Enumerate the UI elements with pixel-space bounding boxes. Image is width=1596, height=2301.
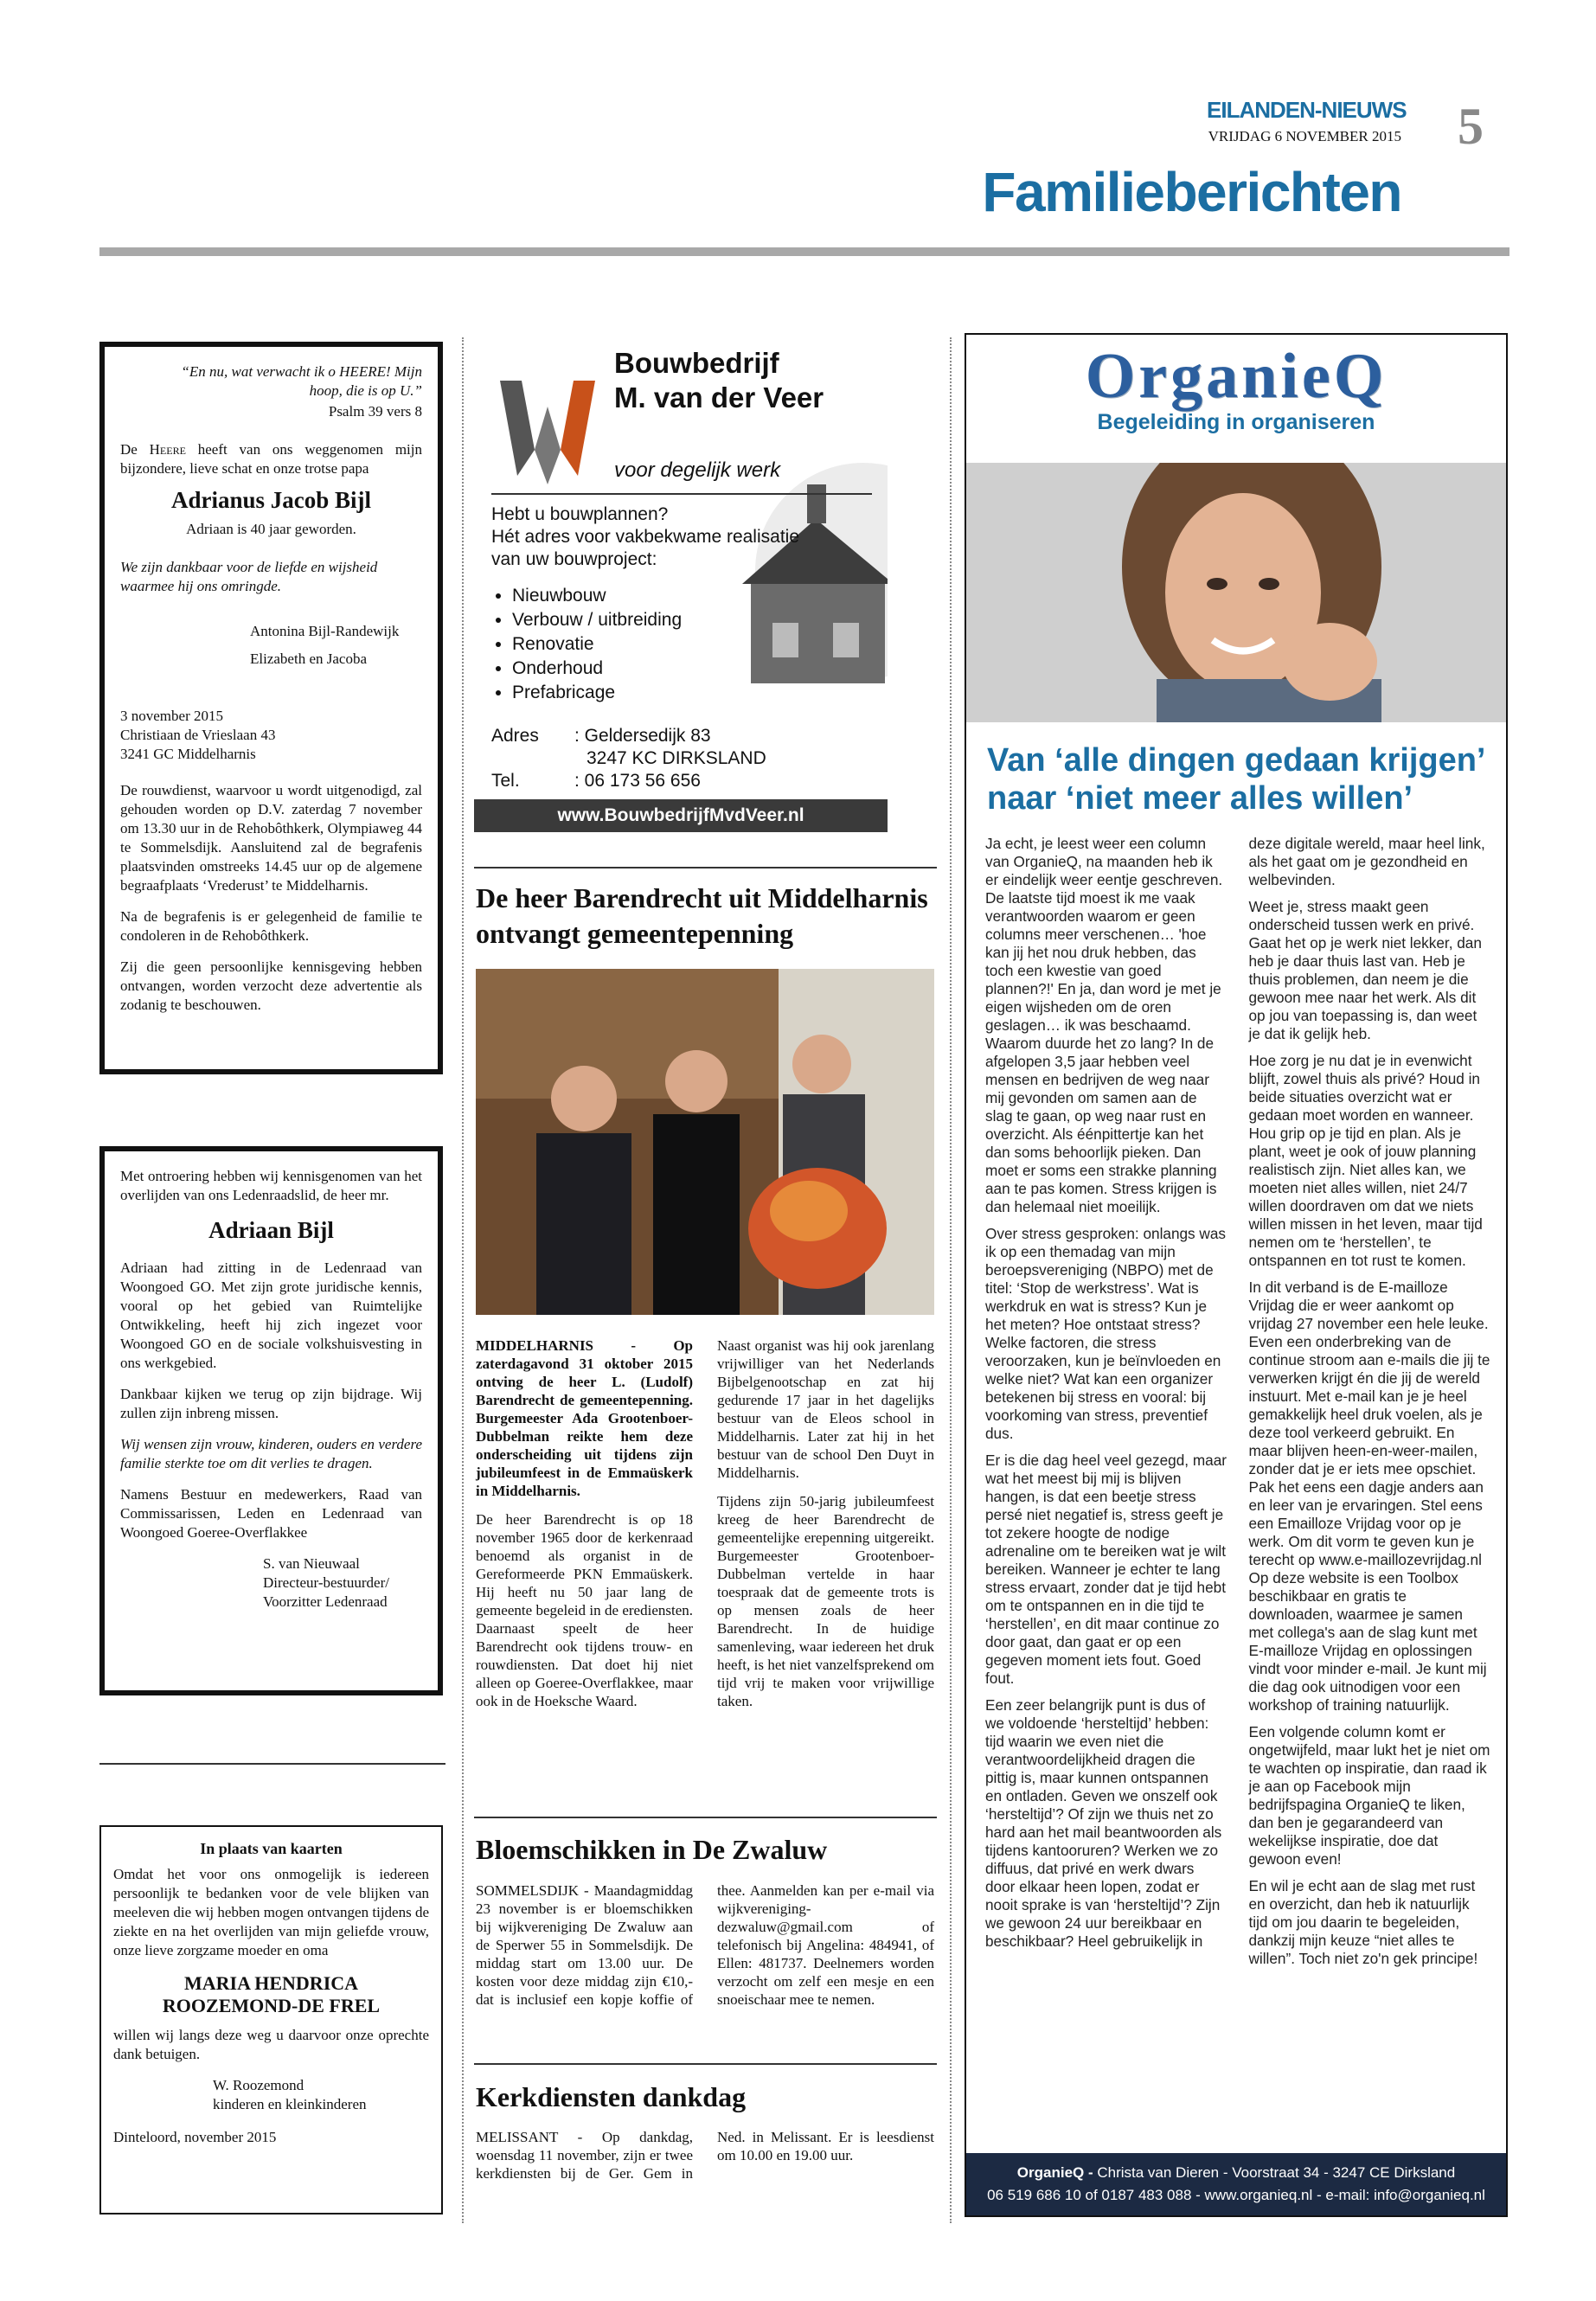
organieq-footer: OrganieQ - Christa van Dieren - Voorstraat 34 - 3247 CE Dirksland 06 519 686 10 of 0187 483 088 - www.organieq.nl - e-mail: info@organieq.nl	[966, 2153, 1506, 2215]
article-paragraph: Weet je, stress maakt geen onderscheid tussen werk en privé. Gaat het op je werk niet lekker, dan heb je daar thuis last van. Heb je thuis problemen, dan neem je die gewoon mee naar het werk. Als dit op jou van toepassing is, dan weet je dat ik gelijk heb.	[1248, 898, 1482, 1042]
organieq-subtitle: Begeleiding in organiseren	[1097, 410, 1375, 434]
organieq-article-title: Van ‘alle dingen gedaan krijgen’ naar ‘niet meer alles willen’	[987, 742, 1484, 817]
article-title: De heer Barendrecht uit Middelharnis ontvangt gemeentepenning	[476, 882, 928, 949]
notice-heading: In plaats van kaarten	[200, 1840, 343, 1857]
article-paragraph: Een volgende column komt er ongetwijfeld, maar lukt het je niet om te wachten op inspiratie, dan raad ik je aan op Facebook mijn bedrijfspagina OrganieQ te liken, dan ben je gegarandeerd van wekelijkse inspiratie, doe dat gewoon even!	[1248, 1723, 1490, 1868]
article-title: Kerkdiensten dankdag	[476, 2081, 747, 2112]
article-paragraph: Tijdens zijn 50-jarig jubileumfeest kreeg de heer Barendrecht de gemeentelijke erepenning uitgereikt. Burgemeester Grootenboer-Dubbelman vertelde in haar toespraak dat de gemeente trots is op mensen zoals de heer Barendrecht. In de huidige samenleving, waar iedereen het druk heeft, is het niet vanzelfsprekend om tijd vrij te maken voor vrijwillige taken.	[717, 1493, 934, 1709]
notice-thanks: willen wij langs deze weg u daarvoor onze oprechte dank betuigen.	[113, 2027, 429, 2062]
notice-on-behalf: Namens Bestuur en medewerkers, Raad van Commissarissen, Leden en Ledenraad van Woongoed Goeree-Overflakkee	[120, 1486, 422, 1541]
section-title: Familieberichten	[982, 161, 1401, 223]
header-rule	[99, 247, 1509, 256]
article-paragraph: SOMMELSDIJK - Maandagmiddag 23 november is er bloemschikken bij wijkvereniging De Zwaluw aan de Sperwer 55 in Sommelsdijk. De middag start om 13.00 uur. De kosten voor deze middag zijn €10,- dat is inclusief een kopje koffie of thee. Aanmelden kan per e-mail via wijkvereniging-dezwaluw@gmail.com of telefonisch bij Angelina: 484941, of Ellen: 481737. Deelnemers worden verzocht om zelf een mesje en een snoeischaar mee te nemen.	[476, 1882, 934, 2008]
article-paragraph: Naast organist was hij ook jarenlang vrijwilliger van het Nederlands Bijbelgenootschap en zat hij gedurende 17 jaar in het dagelijks bestuur van de Eleos school in Middelharnis. Later zat hij in het bestuur van de school Den Duyt in Middelharnis.	[717, 1337, 934, 1481]
notice-verse: “En nu, wat verwacht ik o HEERE! Mijn hoop, die is op U.”	[181, 363, 422, 399]
article-title: Bloemschikken in De Zwaluw	[476, 1834, 828, 1865]
article-paragraph: MELISSANT - Op dankdag, woensdag 11 november, zijn er twee kerkdiensten bij de Ger. Gem in Ned. in Melissant. Er is leesdienst om 10.00 en 19.00 uur.	[476, 2129, 934, 2182]
article-paragraph: Hoe zorg je nu dat je in evenwicht blijft, zowel thuis als privé? Houd in beide situaties overzicht wat er gedaan moet worden en wanneer. Hou grip op je tijd en plan. Als je plant, weet je ook of jouw planning realistisch zijn. Niet alles kan, we moeten niet alles willen, niet 24/7 willen doordraven om dat we niets willen missen in het leven, maar tijd nemen om te ‘herstellen’, te ontspannen en tot rust te komen.	[1248, 1052, 1483, 1269]
deceased-name: MARIA HENDRICA ROOZEMOND-DE FREL	[162, 1972, 381, 2016]
notice-disclaimer: Zij die geen persoonlijke kennisgeving hebben ontvangen, worden verzocht deze advertentie als zodanig te beschouwen.	[120, 958, 422, 1013]
notice-wish: Wij wensen zijn vrouw, kinderen, ouders en verdere familie sterkte toe om dit verlies te dragen.	[120, 1436, 422, 1471]
article-photo	[476, 969, 934, 1315]
masthead-logo: EILANDEN-NIEUWS	[1207, 97, 1407, 123]
notice-address: 3 november 2015 Christiaan de Vrieslaan 43 3241 GC Middelharnis	[120, 708, 276, 762]
organieq-header	[966, 335, 1506, 463]
organieq-column	[965, 333, 1508, 2217]
organieq-contact: 06 519 686 10 of 0187 483 088 - www.organieq.nl - e-mail: info@organieq.nl	[987, 2187, 1485, 2203]
organieq-logo: OrganieQ	[1085, 341, 1388, 412]
ad-service-item: • Verbouw / uitbreiding	[512, 608, 682, 632]
family-name: Elizabeth en Jacoba	[250, 651, 367, 667]
notice-body: Adriaan had zitting in de Ledenraad van Woongoed GO. Met zijn grote juridische kennis, vooral op het gebied van Ruimtelijke Ontwikkeling, heeft hij zich ingezet voor Woongoed GO en de sociale volkshuisvesting in ons werkgebied.	[120, 1259, 422, 1371]
ad-services-list	[493, 584, 682, 705]
notice-intro: Met ontroering hebben wij kennisgenomen van het overlijden van ons Ledenraadslid, de heer mr.	[120, 1168, 422, 1203]
article-body	[476, 1336, 934, 1804]
article-paragraph: De heer Barendrecht is op 18 november 1965 door de kerkenraad benoemd als organist in de Gereformeerde PKN Emmaüskerk. Hij heeft nu 50 jaar lang de gemeente begeleid in de erediensten. Daarnaast speelt de heer Barendrecht ook tijdens trouw- en rouwdiensten. Dat doet hij niet alleen op Goeree-Overflakkee, maar ook in de Hoeksche Waard.	[476, 1511, 693, 1709]
notice-signature: S. van Nieuwaal Directeur-bestuurder/ Voorzitter Ledenraad	[263, 1555, 389, 1610]
page-number: 5	[1458, 98, 1484, 155]
notice-thanks: Dankbaar kijken we terug op zijn bijdrage. Wij zullen zijn inbreng missen.	[120, 1386, 422, 1421]
deceased-name: Adriaan Bijl	[208, 1217, 334, 1243]
notice-verse-ref: Psalm 39 vers 8	[328, 403, 422, 420]
ad-address: Adres : Geldersedijk 83 3247 KC DIRKSLAND Tel. : 06 173 56 656	[491, 726, 766, 791]
article-body	[476, 1881, 934, 2029]
divider	[474, 1817, 937, 1818]
article-paragraph: In dit verband is de E-mailloze Vrijdag die er weer aankomt op vrijdag 27 november een hele leuke. Even een onderbreking van de continue stroom aan e-mails die jij te verwerken krijgt én die jij de wereld instuurt. Met e-mail kan je je heel gemakkelijk heel druk voelen, als je deze tool verkeerd gebruikt. En maar blijven heen-en-weer-mailen, zonder dat je er iets mee opschiet. Pak het eens een dagje anders aan en leer van je ervaringen. Stel eens een Emailloze Vrijdag voor op je werk. Om dit vorm te geven kun je terecht op www.e-maillozevrijdag.nl Op deze website is een Toolbox beschikbaar en gratis te downloaden, waarmee je samen met collega's aan de slag kunt met E-mailloze Vrijdag en oplossingen vindt voor minder e-mail. Je kunt mij die dag ook uitnodigen voor een workshop of training natuurlijk.	[1248, 1279, 1490, 1714]
ad-service-item: • Nieuwbouw	[512, 584, 682, 608]
ad-service-item: • Prefabricage	[512, 681, 682, 705]
notice-place-date: Dinteloord, november 2015	[113, 2129, 277, 2145]
notice-age: Adriaan is 40 jaar geworden.	[186, 521, 356, 537]
organieq-article-body	[985, 835, 1491, 2150]
article-paragraph: Ja echt, je leest weer een column van OrganieQ, na maanden heb ik er eindelijk weer eentje geschreven. De laatste tijd moest ik me vaak verantwoorden waarom er geen columns meer verschenen… 'hoe kan jij het nou druk hebben, das toch een kwestie van goed plannen?!' En ja, dan word je met je eigen wijsheden om de oren geslagen… ik was beschaamd. Waarom duurde het zo lang? In de afgelopen 3,5 jaar hebben veel mensen en bedrijven de weg naar mij gevonden om samen aan de slag te gaan, op weg naar rust en overzicht. Als éénpittertje kan het dan soms behoorlijk pieken. Dan moet er soms een strakke planning aan te pas komen. Stress krijgen is dan helemaal niet moeilijk.	[985, 835, 1223, 1215]
ad-tagline: voor degelijk werk	[614, 458, 781, 482]
divider	[474, 867, 937, 868]
bouwbedrijf-logo	[491, 355, 604, 484]
notice-service: De rouwdienst, waarvoor u wordt uitgenodigd, zal gehouden worden op D.V. zaterdag 7 november om 13.30 uur in de Rehobôthkerk, Olympiaweg 44 te Sommelsdijk. Aansluitend zal de begrafenis plaatsvinden omstreeks 14.45 uur op de algemene begraafplaats ‘Vrederust’ te Middelharnis.	[120, 782, 422, 894]
ad-service-item: • Onderhoud	[512, 657, 682, 681]
ad-pitch: Hebt u bouwplannen? Hét adres voor vakbekwame realisatie van uw bouwproject:	[491, 504, 799, 569]
thank-you-notice	[99, 1825, 443, 2214]
notice-gratitude: We zijn dankbaar voor de liefde en wijsheid waarmee hij ons omringde.	[120, 559, 378, 594]
death-notice-woongoed	[99, 1146, 443, 1695]
death-notice-family	[99, 342, 443, 1074]
deceased-name: Adrianus Jacob Bijl	[170, 487, 372, 513]
portrait-photo	[966, 463, 1506, 722]
ad-company-name: Bouwbedrijf M. van der Veer	[614, 347, 824, 413]
article-lead: MIDDELHARNIS - Op zaterdagavond 31 oktober 2015 ontving de heer L. (Ludolf) Barendrecht de gemeentepenning. Burgemeester Ada Grootenboer-Dubbelman reikte hem deze onderscheiding uit tijdens zijn jubileumfeest in de Emmaüskerk in Middelharnis.	[476, 1337, 693, 1499]
bouwbedrijf-ad	[474, 337, 888, 832]
notice-condolence: Na de begrafenis is er gelegenheid de familie te condoleren in de Rehobôthkerk.	[120, 908, 422, 944]
notice-intro: De Heere heeft van ons weggenomen mijn bijzondere, lieve schat en onze trotse papa	[120, 441, 422, 477]
column-separator	[462, 337, 464, 2223]
ad-website-link[interactable]: www.BouwbedrijfMvdVeer.nl	[474, 799, 888, 832]
notice-signature: W. Roozemond kinderen en kleinkinderen	[213, 2077, 367, 2112]
divider	[99, 1763, 445, 1765]
issue-date: VRIJDAG 6 NOVEMBER 2015	[1208, 128, 1401, 144]
article-paragraph: Een zeer belangrijk punt is dus of we voldoende ‘hersteltijd’ hebben: tijd waarin we even niet die verantwoordelijkheid dragen die pittig is, maar kunnen ontspannen en ontladen. Geven we onszelf ook ‘hersteltijd’? Of zijn we thuis net zo hard aan het mail beantwoorden als tijdens kantooruren? Werken we zo diffuus, dat privé en werk dwars door elkaar heen lopen, zodat er nooit sprake is van ‘hersteltijd’? Zijn we gewoon 24 uur bereikbaar en beschikbaar? Heel gebruikelijk in deze digitale wereld, maar heel link, als het gaat om je gezondheid en welbevinden.	[985, 835, 1485, 1950]
ad-service-item: • Renovatie	[512, 632, 682, 657]
article-paragraph: En wil je echt aan de slag met rust en overzicht, dan heb ik natuurlijk tijd om jou daarin te begeleiden, dankzij mijn keuze “niet alles te willen”. Toch niet zo'n gek principe!	[1248, 1877, 1478, 1967]
column-separator	[950, 337, 952, 2223]
article-paragraph: Er is die dag heel veel gezegd, maar wat het meest bij mij is blijven hangen, is dat een beetje stress persé niet negatief is, stress geeft je tot zekere hoogte de nodige adrenaline om te bereiken wat je wilt bereiken. Wanneer je echter te lang stress ervaart, zonder dat je tijd hebt om te ontspannen en in die tijd te ‘herstellen’, en dit maar continue zo door gaat, dan gaat er op een gegeven moment iets fout. Goed fout.	[985, 1452, 1227, 1687]
divider	[474, 2063, 937, 2065]
notice-body: Omdat het voor ons onmogelijk is iedereen persoonlijk te bedanken voor de vele blijken van meeleven die wij hebben mogen ontvangen tijdens de ziekte en na het overlijden van mijn geliefde vrouw, onze lieve zorgzame moeder en oma	[113, 1866, 429, 1958]
family-name: Antonina Bijl-Randewijk	[250, 623, 400, 639]
article-paragraph: Over stress gesproken: onlangs was ik op een themadag van mijn beroepsvereniging (NBPO) met de titel: ‘Stop de werkstress’. Wat is werkdruk en wat is stress? Kun je het meten? Hoe ontstaat stress? Welke factoren, die stress veroorzaken, kun je beïnvloeden en welke niet? Wat kan een organizer betekenen bij stress en vooral: bij voorkoming van stress, preventief dus.	[985, 1225, 1226, 1442]
ad-rule	[491, 493, 872, 495]
article-body	[476, 2128, 934, 2206]
